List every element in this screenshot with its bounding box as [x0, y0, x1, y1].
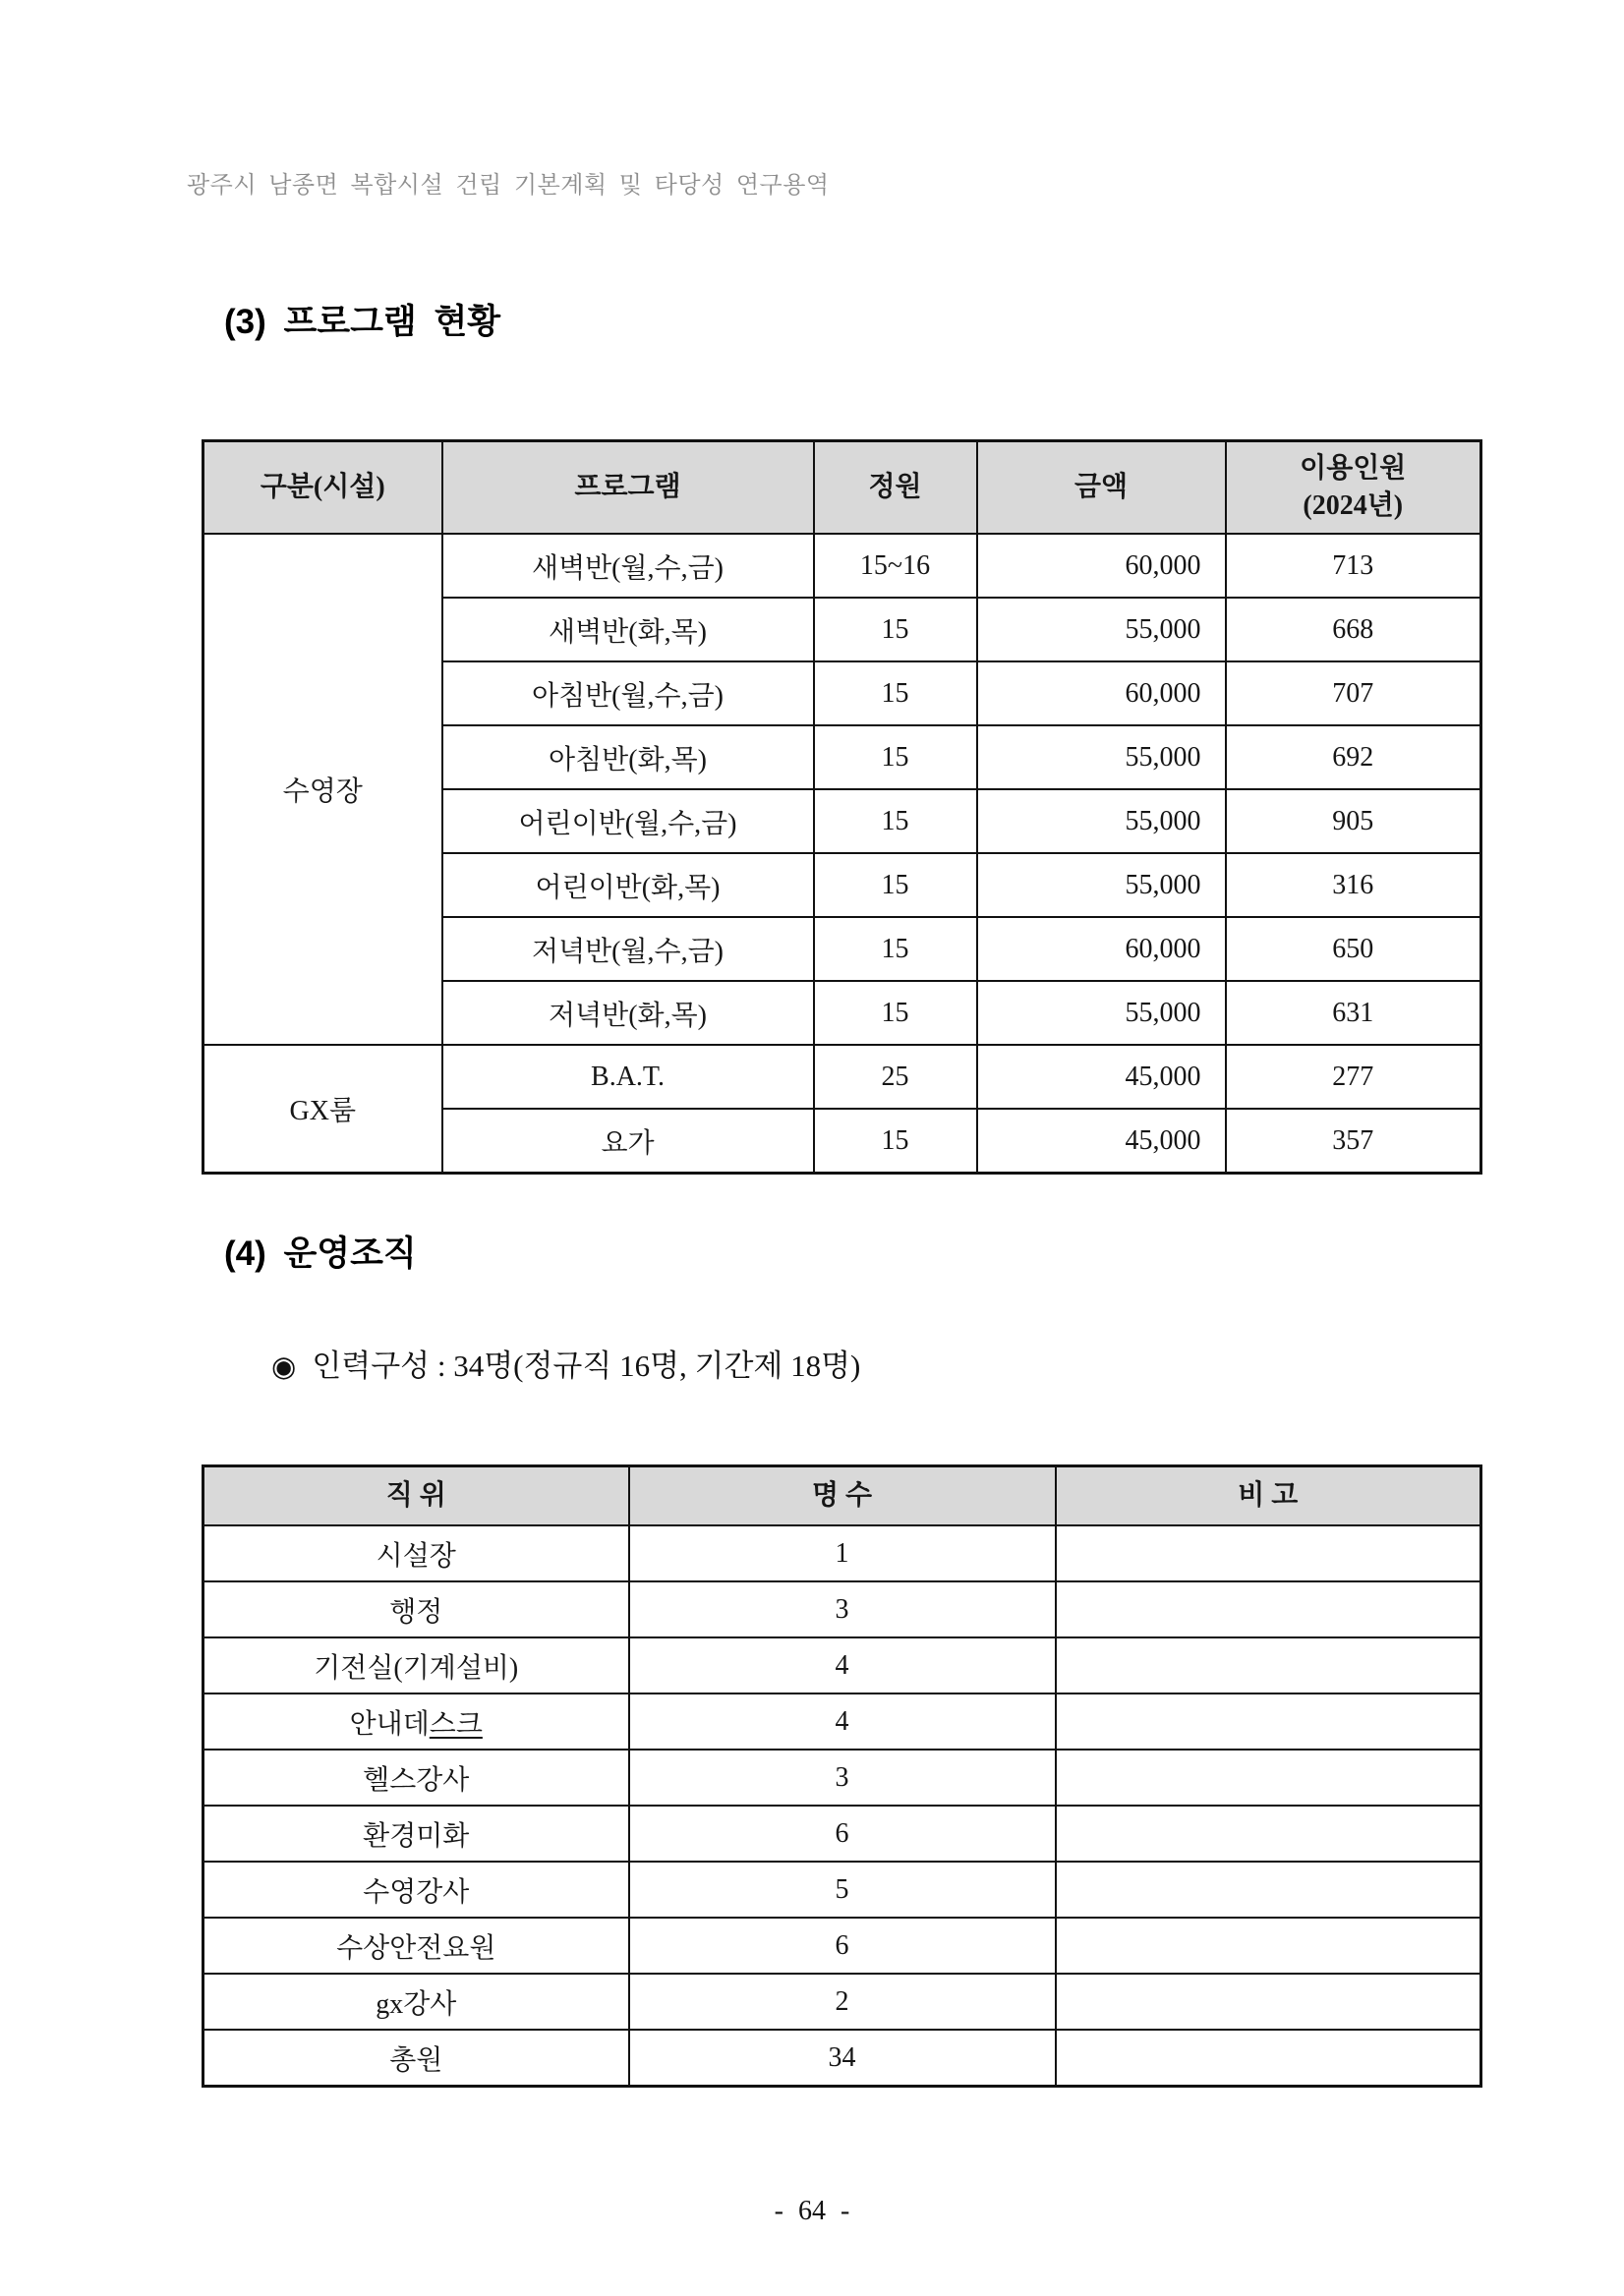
users-cell: 692 [1226, 725, 1481, 789]
table-row [203, 1525, 1481, 1581]
table-row [203, 1637, 1481, 1693]
program-cell: B.A.T. [442, 1045, 814, 1109]
users-cell: 707 [1226, 661, 1481, 725]
program-status-table [202, 439, 1482, 1175]
col-header-position: 직 위 [203, 1466, 629, 1526]
capacity-cell: 15 [814, 1109, 977, 1174]
users-cell: 631 [1226, 981, 1481, 1045]
program-cell: 저녁반(월,수,금) [442, 917, 814, 981]
col-header-users [1226, 441, 1481, 535]
facility-cell-gx: GX룸 [203, 1045, 442, 1174]
facility-cell-pool: 수영장 [203, 534, 442, 1045]
col-header-users-line1: 이용인원 [1300, 453, 1407, 485]
capacity-cell: 15 [814, 725, 977, 789]
count-cell: 6 [629, 1806, 1056, 1862]
program-cell: 아침반(월,수,금) [442, 661, 814, 725]
count-cell: 1 [629, 1525, 1056, 1581]
fisheye-bullet-icon: ◉ [271, 1351, 297, 1383]
fee-cell: 55,000 [977, 789, 1226, 853]
users-cell: 357 [1226, 1109, 1481, 1174]
fee-cell: 55,000 [977, 981, 1226, 1045]
table-row [203, 1581, 1481, 1637]
count-cell: 4 [629, 1637, 1056, 1693]
note-cell [1056, 2030, 1481, 2087]
table-row [203, 1862, 1481, 1918]
table-row [203, 1693, 1481, 1750]
page-number: - 64 - [774, 2196, 850, 2226]
section-4-heading: (4) 운영조직 [224, 1234, 417, 1273]
position-cell [203, 1693, 629, 1750]
capacity-cell: 15 [814, 981, 977, 1045]
capacity-cell: 15 [814, 853, 977, 917]
program-cell: 새벽반(화,목) [442, 598, 814, 661]
users-cell: 713 [1226, 534, 1481, 598]
users-cell: 277 [1226, 1045, 1481, 1109]
note-cell [1056, 1750, 1481, 1806]
table-row [203, 1750, 1481, 1806]
program-cell: 어린이반(월,수,금) [442, 789, 814, 853]
note-cell [1056, 1525, 1481, 1581]
position-cell: 행정 [203, 1581, 629, 1637]
count-cell: 3 [629, 1750, 1056, 1806]
note-cell [1056, 1581, 1481, 1637]
position-cell: 환경미화 [203, 1806, 629, 1862]
note-cell [1056, 1806, 1481, 1862]
staff-composition-line [271, 1341, 860, 1385]
count-cell: 6 [629, 1918, 1056, 1974]
col-header-program: 프로그램 [442, 441, 814, 535]
fee-cell: 45,000 [977, 1109, 1226, 1174]
note-cell [1056, 1974, 1481, 2030]
table-row [203, 1974, 1481, 2030]
col-header-note: 비 고 [1056, 1466, 1481, 1526]
col-header-fee: 금액 [977, 441, 1226, 535]
fee-cell: 55,000 [977, 598, 1226, 661]
section-3-heading: (3) 프로그램 현황 [224, 303, 501, 341]
fee-cell: 60,000 [977, 917, 1226, 981]
table-row [203, 1918, 1481, 1974]
position-cell: 시설장 [203, 1525, 629, 1581]
capacity-cell: 15~16 [814, 534, 977, 598]
program-cell: 저녁반(화,목) [442, 981, 814, 1045]
capacity-cell: 15 [814, 598, 977, 661]
program-cell: 아침반(화,목) [442, 725, 814, 789]
position-cell: 기전실(기계설비) [203, 1637, 629, 1693]
col-header-users-line2: (2024년) [1303, 490, 1404, 521]
capacity-cell: 15 [814, 917, 977, 981]
fee-cell: 60,000 [977, 534, 1226, 598]
col-header-facility: 구분(시설) [203, 441, 442, 535]
capacity-cell: 15 [814, 789, 977, 853]
fee-cell: 60,000 [977, 661, 1226, 725]
capacity-cell: 25 [814, 1045, 977, 1109]
capacity-cell: 15 [814, 661, 977, 725]
position-text-underlined: 스크 [429, 1708, 483, 1740]
table-row [203, 1806, 1481, 1862]
program-cell: 요가 [442, 1109, 814, 1174]
note-cell [1056, 1862, 1481, 1918]
program-cell: 어린이반(화,목) [442, 853, 814, 917]
table-header-row [203, 1466, 1481, 1526]
position-cell: gx강사 [203, 1974, 629, 2030]
staff-composition-text: 인력구성 : 34명(정규직 16명, 기간제 18명) [312, 1349, 861, 1383]
count-cell: 3 [629, 1581, 1056, 1637]
organization-table [202, 1464, 1482, 2088]
col-header-capacity: 정원 [814, 441, 977, 535]
position-cell: 헬스강사 [203, 1750, 629, 1806]
fee-cell: 45,000 [977, 1045, 1226, 1109]
document-header-text: 광주시 남종면 복합시설 건립 기본계획 및 타당성 연구용역 [187, 172, 830, 199]
users-cell: 316 [1226, 853, 1481, 917]
note-cell [1056, 1918, 1481, 1974]
position-cell: 수상안전요원 [203, 1918, 629, 1974]
users-cell: 650 [1226, 917, 1481, 981]
fee-cell: 55,000 [977, 853, 1226, 917]
position-text: 안내데 [349, 1708, 430, 1740]
position-cell: 수영강사 [203, 1862, 629, 1918]
table-row [203, 1045, 1481, 1109]
count-cell: 4 [629, 1693, 1056, 1750]
fee-cell: 55,000 [977, 725, 1226, 789]
note-cell [1056, 1637, 1481, 1693]
users-cell: 905 [1226, 789, 1481, 853]
table-header-row [203, 441, 1481, 535]
col-header-count: 명 수 [629, 1466, 1056, 1526]
position-cell: 총원 [203, 2030, 629, 2087]
program-cell: 새벽반(월,수,금) [442, 534, 814, 598]
table-row [203, 2030, 1481, 2087]
note-cell [1056, 1693, 1481, 1750]
count-cell: 5 [629, 1862, 1056, 1918]
users-cell: 668 [1226, 598, 1481, 661]
count-cell: 34 [629, 2030, 1056, 2087]
count-cell: 2 [629, 1974, 1056, 2030]
table-row [203, 534, 1481, 598]
